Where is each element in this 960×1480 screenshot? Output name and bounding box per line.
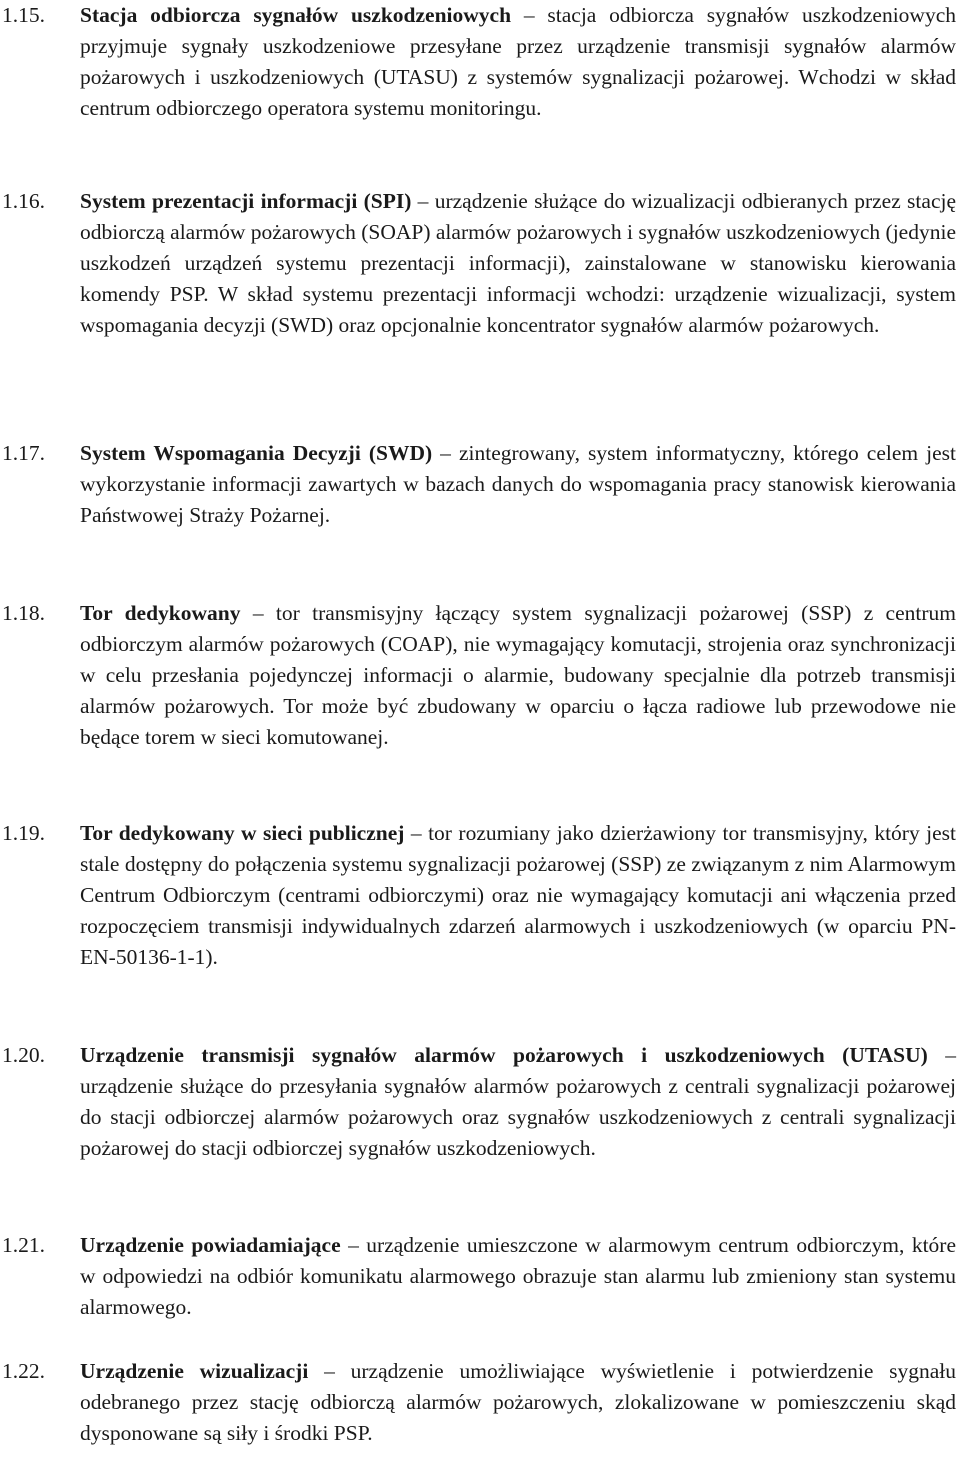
- item-dash: –: [404, 821, 429, 845]
- item-body: [80, 1230, 956, 1323]
- item-dash: –: [432, 441, 459, 465]
- item-number: 1.20.: [2, 1043, 45, 1067]
- item-number: 1.19.: [2, 821, 45, 845]
- item-body: [80, 1356, 956, 1449]
- item-text: urządzenie służące do wizualizacji odbieranych przez stację odbiorczą alarmów pożarowych (SOAP) alarmów pożarowych i sygnałów uszkodzeniowych (jedynie uszkodzeń urządzeń systemu prezentacji informacji), zainstalowane w stanowisku kierowania komendy PSP. W skład systemu prezentacji informacji wchodzi: urządzenie wizualizacji, system wspomagania decyzji (SWD) oraz opcjonalnie koncentrator sygnałów alarmów pożarowych.: [80, 189, 956, 337]
- item-text: urządzenie umożliwiające wyświetlenie i potwierdzenie sygnału odebranego przez stację odbiorczą alarmów pożarowych, zlokalizowane w pomieszczeniu skąd dysponowane są siły i środki PSP.: [80, 1359, 957, 1445]
- item-number: 1.17.: [2, 441, 45, 465]
- item-term: System Wspomagania Decyzji (SWD): [80, 441, 433, 465]
- item-text: tor rozumiany jako dzierżawiony tor transmisyjny, który jest stale dostępny do połączenia systemu sygnalizacji pożarowej (SSP) ze związanym z nim Alarmowym Centrum Odbiorczym (centrami odbiorczymi) oraz nie wymagający komutacji ani włączenia przed rozpoczęciem transmisji indywidualnych zdarzeń alarmowych i uszkodzeniowych (w oparciu PN-EN-50136-1-1).: [80, 821, 957, 969]
- item-body: [80, 186, 956, 341]
- item-body: [80, 598, 956, 753]
- item-text: stacja odbiorcza sygnałów uszkodzeniowych przyjmuje sygnały uszkodzeniowe przesyłane przez urządzenie transmisji sygnałów alarmów pożarowych i uszkodzeniowych (UTASU) z systemów sygnalizacji pożarowej. Wchodzi w skład centrum odbiorczego operatora systemu monitoringu.: [80, 3, 956, 120]
- item-text: tor transmisyjny łączący system sygnalizacji pożarowej (SSP) z centrum odbiorczym alarmów pożarowych (COAP), nie wymagający komutacji, strojenia oraz synchronizacji w celu przesłania pojedynczej informacji o alarmie, budowany specjalnie dla potrzeb transmisji alarmów pożarowych. Tor może być zbudowany w oparciu o łącza radiowe lub przewodowe nie będące torem w sieci komutowanej.: [80, 601, 957, 749]
- item-term: Urządzenie transmisji sygnałów alarmów pożarowych i uszkodzeniowych (UTASU): [80, 1043, 928, 1067]
- item-body: [80, 1040, 956, 1164]
- item-dash: –: [308, 1359, 351, 1383]
- item-body: [80, 438, 956, 531]
- item-term: Stacja odbiorcza sygnałów uszkodzeniowych: [80, 3, 512, 27]
- item-dash: –: [240, 601, 276, 625]
- item-term: Urządzenie powiadamiające: [80, 1233, 341, 1257]
- item-term: Urządzenie wizualizacji: [80, 1359, 309, 1383]
- item-text: urządzenie służące do przesyłania sygnałów alarmów pożarowych z centrali sygnalizacji pożarowej do stacji odbiorczej alarmów pożarowych oraz sygnałów uszkodzeniowych z centrali sygnalizacji pożarowej do stacji odbiorczej sygnałów uszkodzeniowych.: [80, 1074, 956, 1160]
- item-term: Tor dedykowany: [80, 601, 241, 625]
- item-number: 1.18.: [2, 601, 45, 625]
- item-number: 1.21.: [2, 1233, 45, 1257]
- item-term: System prezentacji informacji (SPI): [80, 189, 412, 213]
- item-text: urządzenie umieszczone w alarmowym centrum odbiorczym, które w odpowiedzi na odbiór komunikatu alarmowego obrazuje stan alarmu lub zmieniony stan systemu alarmowego.: [80, 1233, 957, 1319]
- item-text: zintegrowany, system informatyczny, którego celem jest wykorzystanie informacji zawartych w bazach danych do wspomagania pracy stanowisk kierowania Państwowej Straży Pożarnej.: [80, 441, 957, 527]
- item-dash: –: [927, 1043, 956, 1067]
- item-term: Tor dedykowany w sieci publicznej: [80, 821, 405, 845]
- item-dash: –: [340, 1233, 367, 1257]
- item-number: 1.22.: [2, 1359, 45, 1383]
- item-dash: –: [411, 189, 435, 213]
- item-number: 1.15.: [2, 3, 45, 27]
- item-body: [80, 818, 956, 973]
- item-body: [80, 0, 956, 124]
- item-number: 1.16.: [2, 189, 45, 213]
- item-dash: –: [511, 3, 548, 27]
